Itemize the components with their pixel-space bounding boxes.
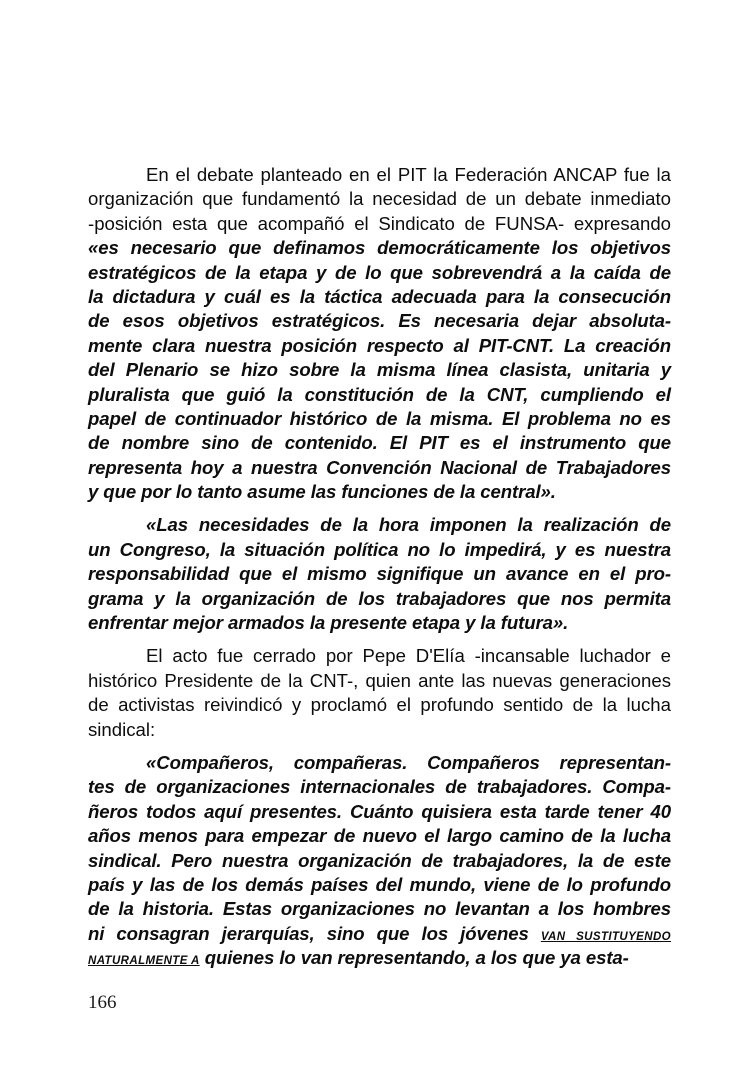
- quote-line: de esos objetivos estratégicos. Es necesaria dejar absoluta-: [88, 310, 671, 332]
- quote-line: la dictadura y cuál es la táctica adecuada para la consecución: [88, 285, 671, 307]
- text-line: En el debate planteado en el PIT la Federación ANCAP fue la: [146, 164, 671, 185]
- quote-line: de la historia. Estas organizaciones no levantan a los hombres: [88, 898, 671, 920]
- text-line: de activistas reivindicó y proclamó el profundo sentido de la lucha: [88, 694, 671, 716]
- quote-line: un Congreso, la situación política no lo impedirá, y es nuestra: [88, 538, 671, 560]
- quote-line-text: quienes lo van representando, a los que ya esta-: [199, 947, 629, 969]
- text-line: -posición esta que acompañó el Sindicato de FUNSA- expresando: [88, 212, 671, 234]
- paragraph-4: [88, 751, 671, 971]
- quote-line: pluralista que guió la constitución de la CNT, cumpliendo el: [88, 383, 671, 405]
- quote-line: papel de continuador histórico de la misma. El problema no es: [88, 407, 671, 429]
- text-line: sindical:: [88, 718, 156, 740]
- quote-line: enfrentar mejor armados la presente etapa y la futura».: [88, 612, 569, 634]
- quote-line: años menos para empezar de nuevo el largo camino de la lucha: [88, 825, 671, 847]
- quote-line-text: ni consagran jerarquías, sino que los jóvenes: [88, 922, 541, 944]
- quote-line: «Las necesidades de la hora imponen la realización de: [146, 514, 671, 536]
- underlined-smallcaps-text: NATURALMENTE A: [88, 955, 200, 968]
- quote-line: del Plenario se hizo sobre la misma línea clasista, unitaria y: [88, 359, 671, 381]
- underlined-smallcaps-text: VAN SUSTITUYENDO: [540, 930, 671, 943]
- quote-line: ñeros todos aquí presentes. Cuánto quisiera esta tarde tener 40: [88, 800, 671, 822]
- quote-line: [88, 946, 671, 970]
- paragraph-gap: [88, 504, 671, 513]
- paragraph-3: [88, 644, 671, 742]
- paragraph-gap: [88, 635, 671, 644]
- paragraph-1: [88, 163, 671, 504]
- quote-line: de nombre sino de contenido. El PIT es el instrumento que: [88, 432, 671, 454]
- quote-line: representa hoy a nuestra Convención Nacional de Trabajadores: [88, 456, 671, 478]
- quote-line: [88, 922, 671, 946]
- quote-line: estratégicos de la etapa y de lo que sobrevendrá a la caída de: [88, 261, 671, 283]
- text-line: histórico Presidente de la CNT-, quien ante las nuevas generaciones: [88, 669, 671, 691]
- quote-line: «es necesario que definamos democráticamente los objetivos: [88, 237, 671, 259]
- quote-line: y que por lo tanto asume las funciones de la central».: [88, 481, 556, 503]
- text-line: organización que fundamentó la necesidad de un debate inmediato: [88, 188, 671, 210]
- quote-line: tes de organizaciones internacionales de trabajadores. Compa-: [88, 776, 671, 798]
- page-number: 166: [88, 992, 117, 1013]
- document-page: [88, 163, 671, 971]
- quote-line: sindical. Pero nuestra organización de trabajadores, la de este: [88, 849, 671, 871]
- quote-line: «Compañeros, compañeras. Compañeros representan-: [146, 751, 671, 773]
- paragraph-gap: [88, 742, 671, 751]
- paragraph-2: [88, 513, 671, 635]
- quote-line: responsabilidad que el mismo signifique un avance en el pro-: [88, 563, 671, 585]
- quote-line: grama y la organización de los trabajadores que nos permita: [88, 587, 671, 609]
- quote-line: mente clara nuestra posición respecto al PIT-CNT. La creación: [88, 334, 671, 356]
- text-line: El acto fue cerrado por Pepe D'Elía -incansable luchador e: [146, 645, 671, 667]
- quote-line: país y las de los demás países del mundo, viene de lo profundo: [88, 873, 671, 895]
